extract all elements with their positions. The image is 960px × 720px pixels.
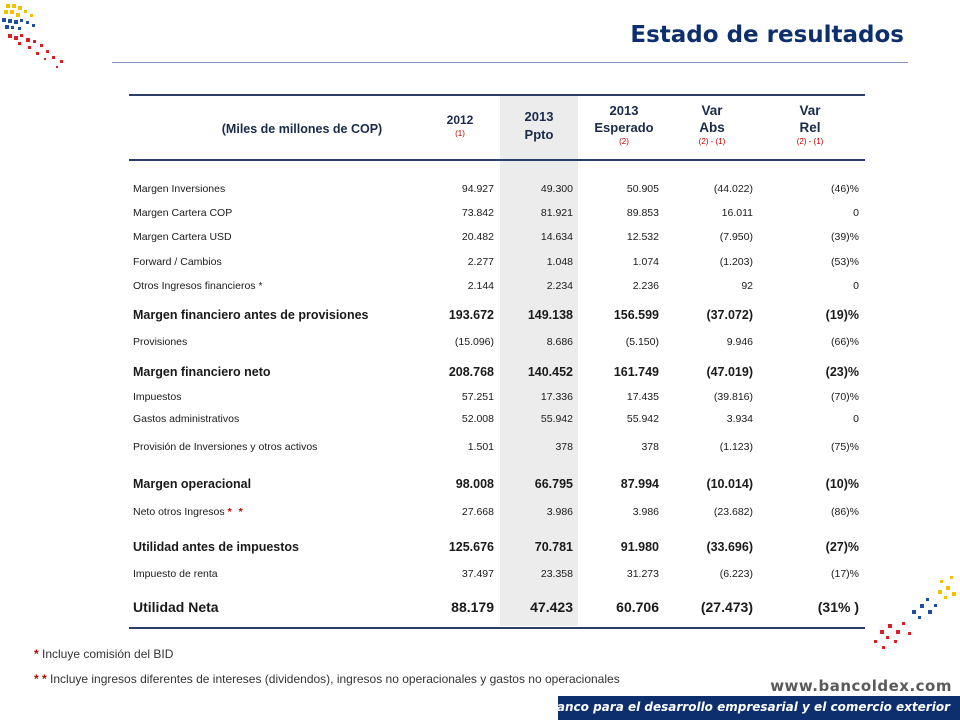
table-row [129, 336, 865, 354]
cell-2012: 1.501 [467, 441, 494, 453]
cell-var-abs: (37.072) [706, 308, 753, 322]
row-label: Provisiones [133, 336, 188, 348]
row-label: Impuesto de renta [133, 568, 218, 580]
col-header-2012-sub: (1) [455, 129, 465, 138]
cell-var-rel: 0 [853, 207, 859, 219]
website-link[interactable]: www.bancoldex.com [770, 677, 952, 695]
footnote-marker: * [34, 647, 39, 661]
cell-2012: 193.672 [448, 308, 494, 322]
col-header-2012-year: 2012 [446, 113, 474, 127]
col-header-2012 [441, 112, 479, 140]
cell-2012: 57.251 [461, 391, 494, 403]
cell-var-abs: (1.123) [719, 441, 753, 453]
footnote-marker: * * [34, 672, 47, 686]
footnote-marker: * * [227, 506, 245, 518]
cell-2012: (15.096) [454, 336, 494, 348]
table-row [129, 207, 865, 225]
cell-var-rel: (66)% [830, 336, 859, 348]
cell-2013-esperado: (5.150) [625, 336, 659, 348]
table-row [129, 280, 865, 298]
cell-2013-ppto: 55.942 [540, 413, 573, 425]
table-row [129, 183, 865, 201]
cell-2013-ppto: 2.234 [546, 280, 573, 292]
units-label: (Miles de millones de COP) [221, 122, 383, 136]
cell-2013-ppto: 378 [555, 441, 573, 453]
cell-var-rel: (31% ) [817, 599, 859, 615]
table-row [129, 256, 865, 274]
cell-2012: 2.277 [467, 256, 494, 268]
cell-2013-esperado: 156.599 [613, 308, 659, 322]
cell-var-abs: 3.934 [726, 413, 753, 425]
cell-2013-ppto: 8.686 [546, 336, 573, 348]
table-row [129, 506, 865, 524]
row-label: Margen Cartera USD [133, 231, 232, 243]
cell-var-abs: (1.203) [719, 256, 753, 268]
row-label: Margen Inversiones [133, 183, 226, 195]
col-header-esperado-name: Esperado [594, 120, 654, 135]
cell-2013-ppto: 81.921 [540, 207, 573, 219]
cell-var-rel: (19)% [825, 308, 859, 322]
cell-2013-ppto: 17.336 [540, 391, 573, 403]
footnote-text: Incluye ingresos diferentes de intereses (dividendos), ingresos no operacionales y gastos no operacionales [46, 672, 620, 686]
col-header-var-abs-sub: (2) - (1) [698, 137, 726, 146]
cell-var-abs: (23.682) [713, 506, 753, 518]
table-row-subtotal [129, 365, 865, 383]
cell-var-rel: (10)% [825, 477, 859, 491]
cell-var-rel: (27)% [825, 540, 859, 554]
cell-2013-ppto: 14.634 [540, 231, 573, 243]
bancoldex-logo-mosaic [0, 0, 80, 80]
cell-2012: 52.008 [461, 413, 494, 425]
cell-2013-esperado: 87.994 [620, 477, 659, 491]
cell-var-abs: 9.946 [726, 336, 753, 348]
cell-var-abs: (6.223) [719, 568, 753, 580]
table-top-rule [129, 94, 865, 96]
cell-var-rel: (53)% [830, 256, 859, 268]
footnote-2 [34, 672, 620, 686]
cell-var-abs: (39.816) [713, 391, 753, 403]
cell-2013-esperado: 55.942 [626, 413, 659, 425]
row-label: Forward / Cambios [133, 256, 222, 268]
cell-var-rel: (39)% [830, 231, 859, 243]
footer-slogan: El Banco para el desarrollo empresarial y el comercio exterior [531, 700, 950, 714]
col-header-var-rel-sub: (2) - (1) [796, 137, 824, 146]
cell-2013-esperado: 2.236 [632, 280, 659, 292]
cell-var-rel: (86)% [830, 506, 859, 518]
cell-2012: 125.676 [448, 540, 494, 554]
col-header-ppto-name: Ppto [524, 127, 554, 142]
title-divider [112, 62, 908, 63]
cell-2012: 2.144 [467, 280, 494, 292]
cell-var-abs: (27.473) [700, 599, 753, 615]
cell-2013-esperado: 161.749 [613, 365, 659, 379]
table-row-subtotal [129, 540, 865, 558]
cell-var-rel: (46)% [830, 183, 859, 195]
table-bottom-rule [129, 627, 865, 629]
cell-2013-ppto: 47.423 [530, 599, 573, 615]
cell-2013-ppto: 1.048 [546, 256, 573, 268]
cell-var-rel: (75)% [830, 441, 859, 453]
cell-var-rel: 0 [853, 280, 859, 292]
col-header-var-abs [677, 102, 747, 148]
table-row [129, 413, 865, 431]
cell-var-abs: 92 [741, 280, 753, 292]
cell-2013-ppto: 140.452 [527, 365, 573, 379]
cell-var-rel: (17)% [830, 568, 859, 580]
cell-var-abs: (44.022) [713, 183, 753, 195]
table-header-rule [129, 159, 865, 161]
cell-2013-esperado: 31.273 [626, 568, 659, 580]
row-label: Margen operacional [133, 477, 252, 491]
cell-2013-esperado: 91.980 [620, 540, 659, 554]
footnote-text: Incluye comisión del BID [38, 647, 174, 661]
cell-var-abs: (33.696) [706, 540, 753, 554]
col-header-esperado-sub: (2) [619, 137, 629, 146]
row-label: Gastos administrativos [133, 413, 240, 425]
row-label: Margen Cartera COP [133, 207, 233, 219]
cell-2012: 88.179 [451, 599, 494, 615]
cell-var-abs: (7.950) [719, 231, 753, 243]
col-header-ppto-year: 2013 [524, 109, 554, 124]
cell-2012: 20.482 [461, 231, 494, 243]
col-header-var-rel-l2: Rel [799, 120, 821, 135]
col-header-var-abs-l1: Var [701, 103, 723, 118]
cell-2013-esperado: 17.435 [626, 391, 659, 403]
cell-var-abs: (47.019) [706, 365, 753, 379]
footnote-1 [34, 647, 173, 661]
col-header-var-abs-l2: Abs [699, 120, 725, 135]
cell-2013-esperado: 3.986 [632, 506, 659, 518]
cell-2013-esperado: 378 [641, 441, 659, 453]
cell-2012: 208.768 [448, 365, 494, 379]
cell-2013-ppto: 3.986 [546, 506, 573, 518]
table-row-subtotal [129, 477, 865, 495]
cell-2013-esperado: 89.853 [626, 207, 659, 219]
cell-2013-ppto: 49.300 [540, 183, 573, 195]
row-label: Otros Ingresos financieros * [133, 280, 263, 292]
row-label: Neto otros Ingresos [133, 506, 225, 518]
row-label: Impuestos [133, 391, 182, 403]
corner-mosaic [860, 570, 960, 670]
table-row-subtotal [129, 308, 865, 326]
col-header-esperado [584, 102, 664, 148]
cell-2013-esperado: 12.532 [626, 231, 659, 243]
table-row [129, 568, 865, 586]
col-header-var-rel-l1: Var [799, 103, 821, 118]
cell-2013-ppto: 66.795 [534, 477, 573, 491]
cell-2013-ppto: 149.138 [527, 308, 573, 322]
col-header-esperado-year: 2013 [609, 103, 639, 118]
cell-2012: 98.008 [455, 477, 494, 491]
cell-var-rel: (70)% [830, 391, 859, 403]
cell-var-rel: 0 [853, 413, 859, 425]
income-statement-table [129, 94, 865, 631]
col-header-ppto [504, 108, 574, 144]
row-label: Utilidad antes de impuestos [133, 540, 300, 554]
cell-var-rel: (23)% [825, 365, 859, 379]
row-label: Margen financiero neto [133, 365, 271, 379]
col-header-var-rel [775, 102, 845, 148]
row-label-with-marker [133, 506, 245, 518]
table-row-total [129, 599, 865, 617]
cell-2013-esperado: 1.074 [632, 256, 659, 268]
row-label: Margen financiero antes de provisiones [133, 308, 369, 322]
cell-2012: 73.842 [461, 207, 494, 219]
table-row [129, 441, 865, 459]
cell-2013-ppto: 23.358 [540, 568, 573, 580]
cell-2012: 37.497 [461, 568, 494, 580]
cell-2013-esperado: 50.905 [626, 183, 659, 195]
cell-2013-esperado: 60.706 [616, 599, 659, 615]
page-title: Estado de resultados [630, 22, 904, 48]
table-row [129, 231, 865, 249]
cell-2012: 94.927 [461, 183, 494, 195]
cell-2013-ppto: 70.781 [534, 540, 573, 554]
cell-2012: 27.668 [461, 506, 494, 518]
row-label: Provisión de Inversiones y otros activos [133, 441, 318, 453]
cell-var-abs: (10.014) [706, 477, 753, 491]
cell-var-abs: 16.011 [721, 207, 753, 219]
row-label: Utilidad Neta [133, 599, 219, 615]
table-row [129, 391, 865, 409]
